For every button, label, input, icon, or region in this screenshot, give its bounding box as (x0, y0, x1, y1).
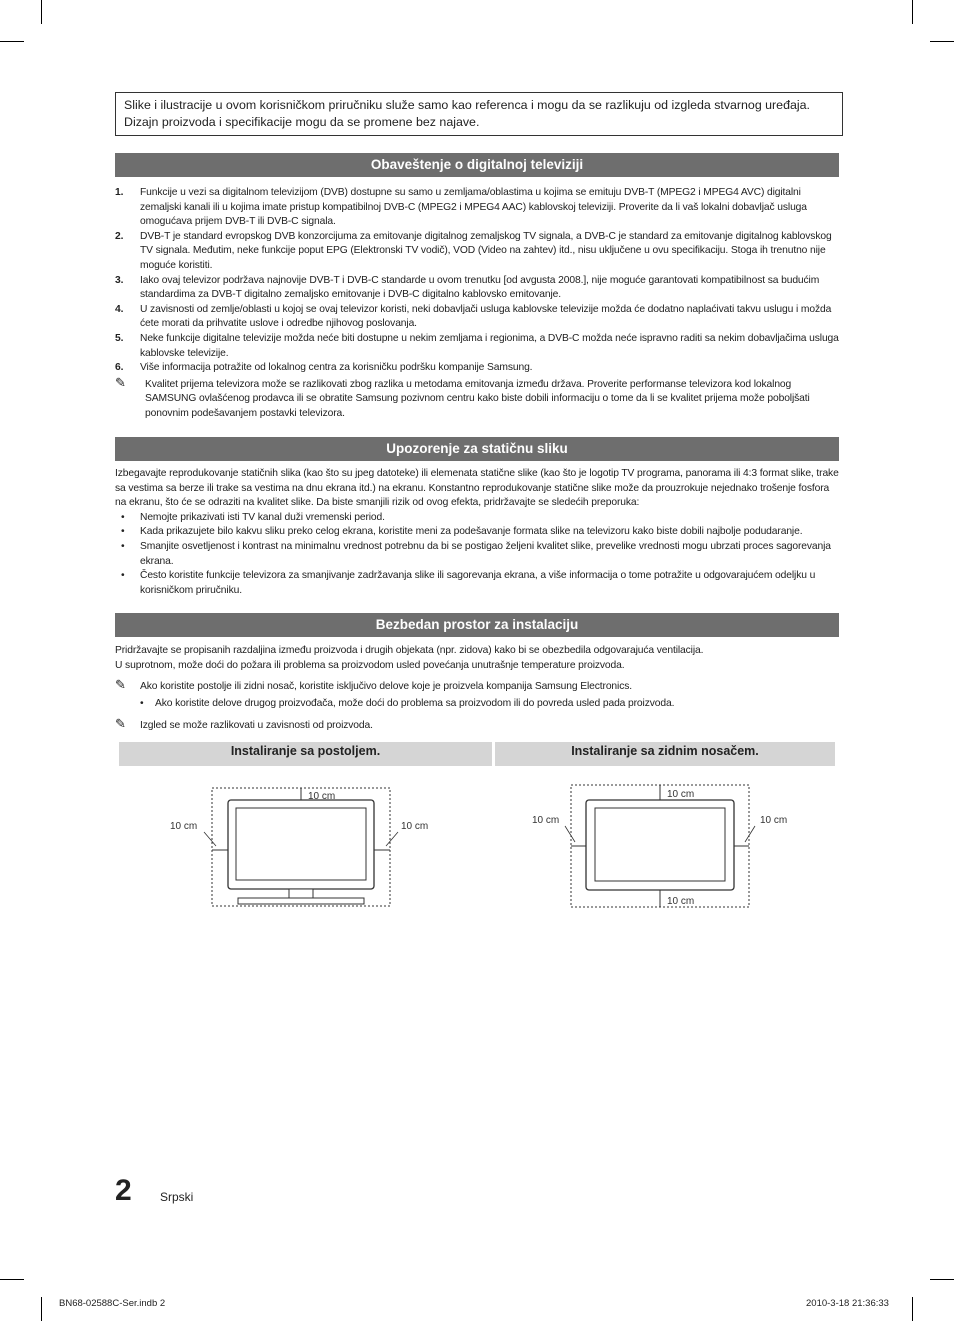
item-number: 6. (115, 362, 124, 374)
list-item (115, 230, 839, 274)
dim-label-top: 10 cm (667, 789, 695, 800)
section-header-digital-tv: Obaveštenje o digitalnoj televiziji (115, 153, 839, 177)
bullet-icon: • (140, 697, 144, 709)
leader-line (204, 832, 216, 846)
pencil-note-icon: ✎ (115, 374, 126, 390)
item-number: 4. (115, 303, 124, 315)
list-item (115, 361, 839, 376)
bullet-icon: • (121, 540, 125, 552)
list-item (115, 186, 839, 230)
list-item (115, 332, 839, 361)
installation-line-2: U suprotnom, može doći do požara ili problema sa proizvodom usled povećanja unutrašnje temperature proizvoda. (115, 659, 625, 671)
crop-mark (912, 0, 913, 24)
installation-content (115, 644, 839, 734)
note-text: Kvalitet prijema televizora može se razlikovati zbog razlika u metodama emitovanja između država. Proverite performanse televizora kod lokalnog SAMSUNG ovlašćenog prodavca ili se obratite Samsung pozivnom centru kako biste dobili informaciju o tome da li se kvalitet prijema može poboljšati ponovnim podešavanjem postavki televizora. (145, 378, 810, 419)
crop-mark (930, 1279, 954, 1280)
crop-mark (930, 41, 954, 42)
static-image-content (115, 467, 839, 598)
list-item (115, 511, 839, 526)
dim-label-left: 10 cm (170, 821, 198, 832)
note-text: Izgled se može razlikovati u zavisnosti od proizvoda. (140, 720, 373, 732)
static-image-paragraph: Izbegavajte reprodukovanje statičnih slika (kao što su jpeg datoteke) ili elemenata statične slike (kao što je logotip TV programa, panorama ili 4:3 format slike, trake sa vestima sa berze ili trake sa vestima na dnu ekrana itd.) na ekranu. Konstantno reprodukovanje statične slike može da prouzrokuje nejednako trošenje fosfora na ekranu, što će se odraziti na kvalitet slike. Da biste smanjili rizik od ovog efekta, pridržavajte se sledećih preporuka: (115, 468, 839, 509)
dim-label-right: 10 cm (760, 815, 788, 826)
bullet-text: Nemojte prikazivati isti TV kanal duži vremenski period. (140, 511, 385, 523)
parts-note (115, 677, 839, 695)
item-number: 1. (115, 187, 124, 198)
list-item (115, 697, 839, 712)
crop-mark (912, 1297, 913, 1321)
reception-note (115, 374, 839, 422)
stand-clearance-diagram (160, 780, 450, 915)
leader-line (386, 832, 398, 846)
item-number: 3. (115, 274, 124, 286)
crop-mark (41, 0, 42, 24)
item-number: 5. (115, 332, 124, 344)
crop-mark (41, 1297, 42, 1321)
section-header-installation-space: Bezbedan prostor za instalaciju (115, 613, 839, 637)
item-text: Iako ovaj televizor podržava najnovije DVB-T i DVB-C standarde u ovom trenutku [od avgusta 2008.], nije moguće garantovati kompatibilnost sa budućim standardima za DVB-T digitalno zemaljsko emitovanje i DVB-C digitalno kablovsko emitovanje. (140, 274, 820, 301)
bullet-text: Ako koristite delove drugog proizvođača, može doći do problema sa proizvodom ili do povreda usled pada proizvoda. (155, 697, 675, 709)
stand-install-header: Instaliranje sa postoljem. (119, 742, 492, 766)
installation-line-1: Pridržavajte se propisanih razdaljina između proizvoda i drugih objekata (npr. zidova) kako bi se obezbedila odgovarajuća ventilacija. (115, 645, 704, 656)
tv-screen (236, 808, 366, 880)
tv-screen (595, 808, 725, 881)
wall-mount-install-header: Instaliranje sa zidnim nosačem. (495, 742, 835, 766)
list-item (115, 525, 839, 540)
item-text: Neke funkcije digitalne televizije možda neće biti dostupne u nekim zemljama i regionima, a DVB-C možda neće ispravno raditi sa nekim dobavljačima usluga kablovske televizije. (140, 332, 839, 359)
dim-label-left: 10 cm (532, 815, 560, 826)
page-number: 2 (115, 1174, 132, 1207)
section-header-static-image: Upozorenje za statičnu sliku (115, 437, 839, 461)
item-number: 2. (115, 230, 124, 242)
item-text: Više informacija potražite od lokalnog centra za korisničku podršku kompanije Samsung. (140, 362, 533, 374)
file-name: BN68-02588C-Ser.indb 2 (59, 1298, 166, 1309)
list-item (115, 569, 839, 598)
bullet-icon: • (121, 570, 125, 582)
bullet-icon: • (121, 526, 125, 538)
print-timestamp: 2010-3-18 21:36:33 (806, 1298, 889, 1309)
pencil-note-icon: ✎ (115, 716, 126, 732)
wall-mount-clearance-diagram (525, 780, 795, 915)
bullet-text: Kada prikazujete bilo kakvu sliku preko celog ekrana, koristite meni za podešavanje formata slike na televizoru kako biste dobili najbolje podudaranje. (140, 526, 803, 538)
item-text: Funkcije u vezi sa digitalnom televizijom (DVB) dostupne su samo u zemljama/oblastima u kojima se emituju DVB-T (MPEG2 i MPEG4 AVC) digitalni zemaljski kanali ili u kojima imate pristup kompatibilnoj DVB-C (MPEG2 i MPEG4 AAC) kablovskoj televiziji. Proverite da li vaš lokalni dobavljač usluga omogućava prijem DVB-T ili DVB-C signala. (140, 187, 807, 228)
crop-mark (0, 1279, 24, 1280)
bullet-icon: • (121, 511, 125, 523)
digital-tv-list (115, 186, 839, 422)
bullet-text: Često koristite funkcije televizora za smanjivanje zadržavanja slike ili sagorevanja ekrana, a više informacija o tome potražite u odgovarajućem odeljku u korisničkom priručniku. (140, 570, 816, 596)
page-language: Srpski (160, 1190, 194, 1204)
list-item (115, 274, 839, 303)
tv-stand-base (238, 898, 364, 904)
appearance-note (115, 716, 839, 734)
leader-line (565, 826, 575, 842)
pencil-note-icon: ✎ (115, 677, 126, 693)
item-text: U zavisnosti od zemlje/oblasti u kojoj se ovaj televizor koristi, neki dobavljači usluga kablovske televizije možda će dodatno naplaćivati takvu uslugu i možda ćete morati da prihvatite uslove i odredbe njihovog poslovanja. (140, 303, 832, 330)
item-text: DVB-T je standard evropskog DVB konzorcijuma za emitovanje digitalnog zemaljskog TV signala, a DVB-C je standard za emitovanje digitalnog kablovskog TV signala. Međutim, neke funkcije poput EPG (Elektronski TV vodič), VOD (Video na zahtev) itd., nisu uključene u ovu specifikaciju. Stoga ih trenutno nije moguće koristiti. (140, 230, 832, 271)
dim-label-bottom: 10 cm (667, 896, 695, 907)
intro-notice-box: Slike i ilustracije u ovom korisničkom priručniku služe samo kao referenca i mogu da se razlikuju od izgleda stvarnog uređaja. Dizajn proizvoda i specifikacije mogu da se promene bez najave. (115, 92, 843, 136)
list-item (115, 540, 839, 569)
dim-label-top: 10 cm (308, 791, 336, 802)
note-text: Ako koristite postolje ili zidni nosač, koristite isključivo delove koje je proizvela kompanija Samsung Electronics. (140, 681, 633, 693)
crop-mark (0, 41, 24, 42)
tv-stand-neck (289, 889, 313, 898)
list-item (115, 303, 839, 332)
leader-line (745, 826, 755, 842)
dim-label-right: 10 cm (401, 821, 429, 832)
bullet-text: Smanjite osvetljenost i kontrast na minimalnu vrednost potrebnu da bi se postigao željeni kvalitet slike, prevelike vrednosti mogu ubrzati proces sagorevanja ekrana. (140, 540, 831, 567)
